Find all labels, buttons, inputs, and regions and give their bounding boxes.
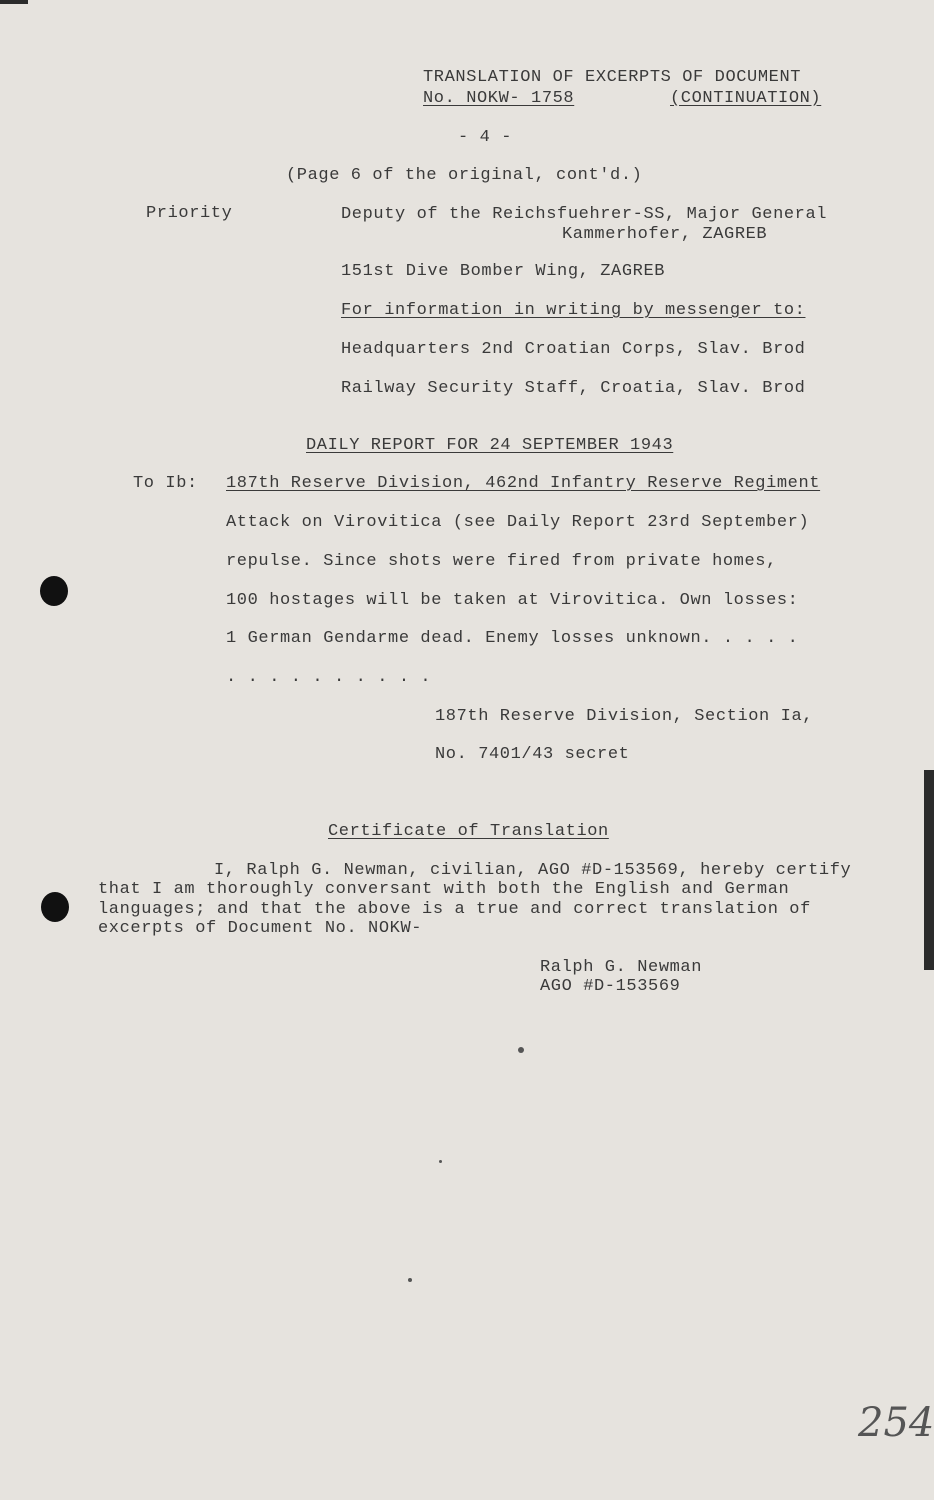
priority-label: Priority: [146, 204, 233, 223]
report-line-4: 100 hostages will be taken at Virovitica. Own losses:: [226, 591, 799, 610]
certificate-line-2: that I am thoroughly conversant with both the English and German: [98, 880, 790, 899]
page-reference: (Page 6 of the original, cont'd.): [286, 166, 643, 185]
information-recipient-2: Railway Security Staff, Croatia, Slav. Brod: [341, 379, 806, 398]
report-line-6: . . . . . . . . . .: [226, 668, 432, 687]
addressee-1-line-2: Kammerhofer, ZAGREB: [562, 225, 768, 244]
handwritten-page-number: 254: [858, 1400, 934, 1446]
punch-hole-top: [40, 576, 68, 606]
information-recipient-1: Headquarters 2nd Croatian Corps, Slav. Brod: [341, 340, 806, 359]
report-line-5: 1 German Gendarme dead. Enemy losses unknown. . . . .: [226, 629, 799, 648]
report-signature-2: No. 7401/43 secret: [435, 745, 630, 764]
document-number: No. NOKW- 1758: [423, 89, 575, 108]
header-title: TRANSLATION OF EXCERPTS OF DOCUMENT: [423, 68, 802, 87]
report-line-3: repulse. Since shots were fired from private homes,: [226, 552, 777, 571]
page-marker: - 4 -: [458, 128, 513, 147]
speck: [439, 1160, 442, 1163]
to-label: To Ib:: [133, 474, 198, 493]
report-signature-1: 187th Reserve Division, Section Ia,: [435, 707, 814, 726]
speck: [408, 1278, 412, 1282]
report-line-1: 187th Reserve Division, 462nd Infantry Reserve Regiment: [226, 474, 821, 493]
report-title: DAILY REPORT FOR 24 SEPTEMBER 1943: [306, 436, 674, 455]
certificate-line-1: I, Ralph G. Newman, civilian, AGO #D-153569, hereby certify: [214, 861, 852, 880]
report-line-2: Attack on Virovitica (see Daily Report 23rd September): [226, 513, 810, 532]
certificate-line-4: excerpts of Document No. NOKW-: [98, 919, 423, 938]
page-edge-shadow: [924, 770, 934, 970]
addressee-1-line-1: Deputy of the Reichsfuehrer-SS, Major General: [341, 205, 828, 224]
signer-ago-number: AGO #D-153569: [540, 977, 681, 996]
corner-mark: [0, 0, 28, 4]
certificate-line-3: languages; and that the above is a true and correct translation of: [98, 900, 811, 919]
punch-hole-bottom: [41, 892, 69, 922]
continuation-label: (CONTINUATION): [670, 89, 822, 108]
addressee-2: 151st Dive Bomber Wing, ZAGREB: [341, 262, 666, 281]
certificate-title: Certificate of Translation: [328, 822, 609, 841]
information-line: For information in writing by messenger to:: [341, 301, 806, 320]
speck: [518, 1047, 524, 1053]
signer-name: Ralph G. Newman: [540, 958, 703, 977]
